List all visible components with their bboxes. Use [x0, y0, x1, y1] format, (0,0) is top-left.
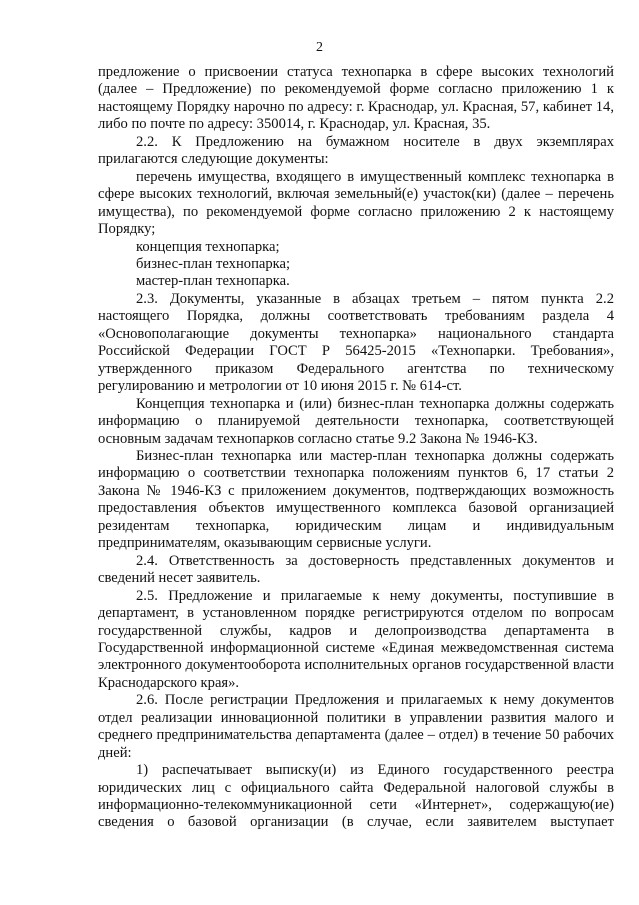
- list-item-master-plan: мастер-план технопарка.: [136, 273, 290, 290]
- paragraph-2-3: 2.3. Документы, указанные в абзацах третьем – пятом пункта 2.2 настоящего Порядка, должны соответствовать требованиям раздела 4 «Основополагающие документы технопарка» национального стандарта Российской Федерации ГОСТ Р 56425-2015 «Технопарки. Требования», утвержденного приказом Федерального агентства по техническому регулированию и метрологии от 10 июня 2015 г. № 614-ст.: [98, 290, 614, 395]
- paragraph-business-plan-requirements: Бизнес-план технопарка или мастер-план технопарка должны содержать информацию о соответствии технопарка положениям пунктов 6, 17 статьи 2 Закона № 1946-КЗ с приложением документов, подтверждающих возможность предоставления объектов имущественного комплекса базовой организацией резидентам технопарка, юридическим лицам и индивидуальным предпринимателям, оказывающим сервисные услуги.: [98, 447, 614, 552]
- paragraph-2-6: 2.6. После регистрации Предложения и прилагаемых к нему документов отдел реализации инновационной политики в управлении развития малого и среднего предпринимательства департамента (далее – отдел) в течение 50 рабочих дней:: [98, 692, 614, 761]
- list-item-property-list: перечень имущества, входящего в имущественный комплекс технопарка в сфере высоких технологий, включая земельный(е) участок(ки) (далее – перечень имущества), по рекомендуемой форме согласно приложению 2 к настоящему Порядку;: [98, 168, 614, 238]
- paragraph-2-5: 2.5. Предложение и прилагаемые к нему документы, поступившие в департамент, в установленном порядке регистрируются отделом по вопросам государственной службы, кадров и делопроизводства департамента в Государственной информационной системе «Единая межведомственная система электронного документооборота исполнительных органов государственной власти Краснодарского края».: [98, 587, 614, 691]
- page-number: 2: [316, 40, 323, 55]
- paragraph-2-4: 2.4. Ответственность за достоверность представленных документов и сведений несет заявитель.: [98, 552, 614, 587]
- paragraph-2-2: 2.2. К Предложению на бумажном носителе в двух экземплярах прилагаются следующие документы:: [98, 133, 614, 168]
- document-body: [98, 64, 614, 832]
- paragraph-2-6-item-1: 1) распечатывает выписку(и) из Единого государственного реестра юридических лиц с официального сайта Федеральной налоговой службы в информационно-телекоммуникационной сети «Интернет», содержащую(ие) сведения о базовой организации (в случае, если заявителем выступает: [98, 762, 614, 831]
- paragraph-concept-requirements: Концепция технопарка и (или) бизнес-план технопарка должны содержать информацию о планируемой деятельности технопарка, соответствующей основным задачам технопарков согласно статье 9.2 Закона № 1946-КЗ.: [98, 395, 614, 447]
- paragraph-application-submission: предложение о присвоении статуса технопарка в сфере высоких технологий (далее – Предложение) по рекомендуемой форме согласно приложению 1 к настоящему Порядку нарочно по адресу: г. Краснодар, ул. Красная, 57, кабинет 14, либо по почте по адресу: 350014, г. Краснодар, ул. Красная, 35.: [98, 64, 614, 133]
- list-item-concept: концепция технопарка;: [136, 238, 280, 255]
- list-item-business-plan: бизнес-план технопарка;: [136, 255, 291, 272]
